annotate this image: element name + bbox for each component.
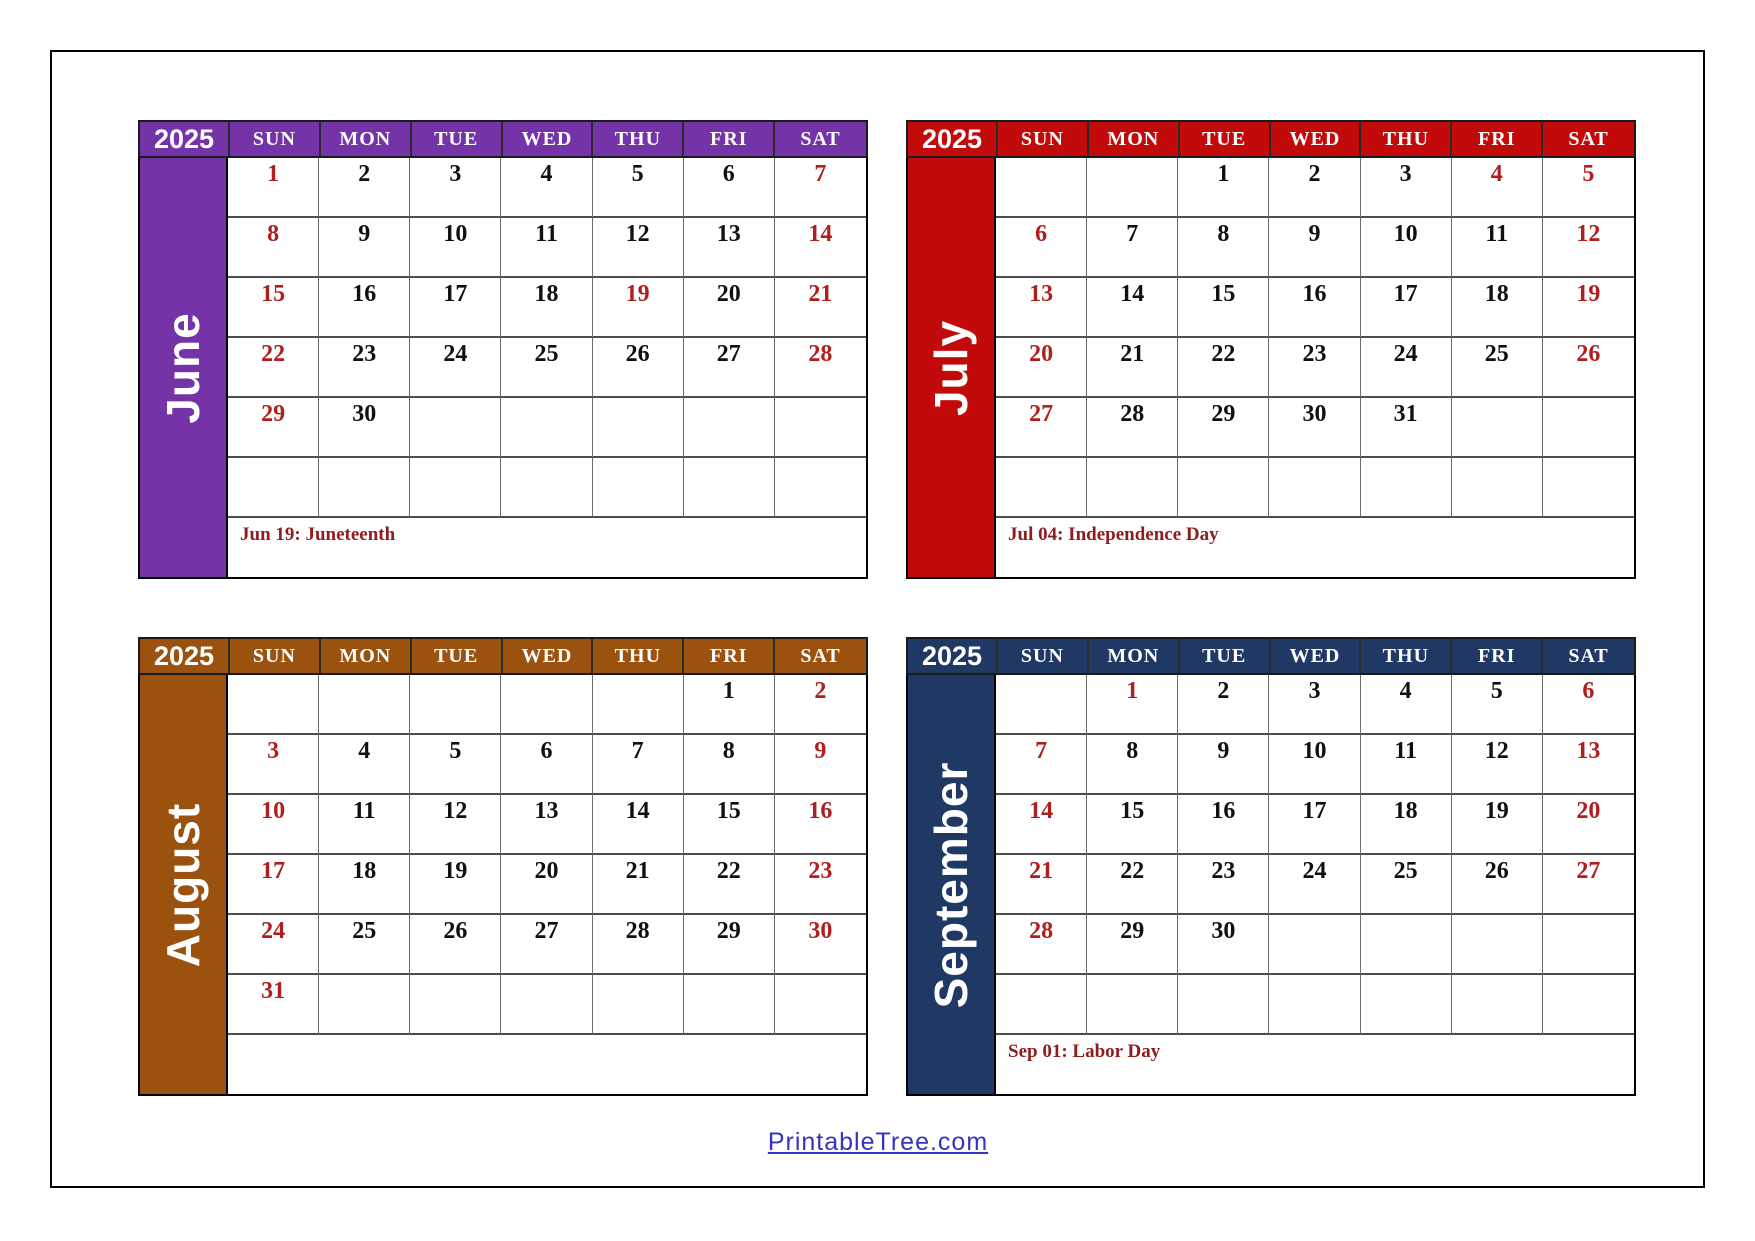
- date-cell-august-18: 18: [319, 855, 410, 915]
- day-header-thu: THU: [1361, 122, 1452, 156]
- day-header-sun: SUN: [230, 639, 321, 673]
- date-cell-september-13: 13: [1543, 735, 1634, 795]
- date-cell-empty: [1361, 458, 1452, 518]
- date-cell-june-28: 28: [775, 338, 866, 398]
- day-header-tue: TUE: [1180, 122, 1271, 156]
- date-cell-empty: [1452, 915, 1543, 975]
- holiday-note: [228, 1035, 866, 1094]
- date-cell-august-20: 20: [501, 855, 592, 915]
- date-cell-july-7: 7: [1087, 218, 1178, 278]
- date-cell-august-21: 21: [593, 855, 684, 915]
- footer-link[interactable]: PrintableTree.com: [767, 1128, 989, 1156]
- date-cell-august-19: 19: [410, 855, 501, 915]
- day-header-tue: TUE: [412, 122, 503, 156]
- date-cell-july-9: 9: [1269, 218, 1360, 278]
- date-cell-september-7: 7: [996, 735, 1087, 795]
- date-cell-august-5: 5: [410, 735, 501, 795]
- date-cell-empty: [593, 675, 684, 735]
- date-cell-september-16: 16: [1178, 795, 1269, 855]
- date-cell-june-23: 23: [319, 338, 410, 398]
- date-cell-september-22: 22: [1087, 855, 1178, 915]
- calendar-grid-area: [228, 158, 866, 577]
- date-cell-august-17: 17: [228, 855, 319, 915]
- date-cell-june-11: 11: [501, 218, 592, 278]
- year-label: 2025: [140, 639, 230, 673]
- day-header-thu: THU: [593, 639, 684, 673]
- date-cell-july-1: 1: [1178, 158, 1269, 218]
- date-cell-august-6: 6: [501, 735, 592, 795]
- day-header-thu: THU: [593, 122, 684, 156]
- day-header-sat: SAT: [1543, 639, 1634, 673]
- date-cell-august-14: 14: [593, 795, 684, 855]
- day-header-sun: SUN: [998, 639, 1089, 673]
- date-cell-empty: [1087, 975, 1178, 1035]
- date-cell-july-20: 20: [996, 338, 1087, 398]
- day-header-mon: MON: [1089, 122, 1180, 156]
- date-cell-june-6: 6: [684, 158, 775, 218]
- day-header-wed: WED: [1271, 639, 1362, 673]
- date-cell-july-2: 2: [1269, 158, 1360, 218]
- month-name-label: June: [157, 311, 209, 424]
- date-cell-empty: [1361, 975, 1452, 1035]
- date-cell-empty: [1269, 975, 1360, 1035]
- day-header-wed: WED: [1271, 122, 1362, 156]
- date-cell-july-12: 12: [1543, 218, 1634, 278]
- date-cell-empty: [1361, 915, 1452, 975]
- date-cell-empty: [501, 458, 592, 518]
- date-cell-august-1: 1: [684, 675, 775, 735]
- date-cell-july-24: 24: [1361, 338, 1452, 398]
- date-cell-june-18: 18: [501, 278, 592, 338]
- date-cell-june-27: 27: [684, 338, 775, 398]
- day-header-fri: FRI: [684, 639, 775, 673]
- date-cell-september-14: 14: [996, 795, 1087, 855]
- date-cell-july-18: 18: [1452, 278, 1543, 338]
- date-cell-july-5: 5: [1543, 158, 1634, 218]
- date-cell-empty: [501, 975, 592, 1035]
- date-cell-empty: [319, 975, 410, 1035]
- date-cell-july-6: 6: [996, 218, 1087, 278]
- day-header-sat: SAT: [775, 122, 866, 156]
- date-cell-june-19: 19: [593, 278, 684, 338]
- date-cell-empty: [1543, 915, 1634, 975]
- day-header-fri: FRI: [1452, 639, 1543, 673]
- day-header-sun: SUN: [230, 122, 321, 156]
- date-cell-empty: [775, 975, 866, 1035]
- date-cell-empty: [410, 675, 501, 735]
- calendar-header: [138, 637, 868, 675]
- calendar-grid-area: [996, 675, 1634, 1094]
- date-grid: [228, 158, 866, 518]
- date-cell-september-21: 21: [996, 855, 1087, 915]
- day-header-tue: TUE: [412, 639, 503, 673]
- date-cell-empty: [1269, 458, 1360, 518]
- date-cell-september-9: 9: [1178, 735, 1269, 795]
- calendar-body: [906, 158, 1636, 579]
- date-cell-june-30: 30: [319, 398, 410, 458]
- date-cell-july-14: 14: [1087, 278, 1178, 338]
- date-cell-august-15: 15: [684, 795, 775, 855]
- date-cell-empty: [1087, 458, 1178, 518]
- date-cell-august-23: 23: [775, 855, 866, 915]
- date-cell-july-15: 15: [1178, 278, 1269, 338]
- date-cell-june-9: 9: [319, 218, 410, 278]
- date-cell-empty: [228, 675, 319, 735]
- date-cell-august-22: 22: [684, 855, 775, 915]
- date-cell-august-8: 8: [684, 735, 775, 795]
- date-cell-august-12: 12: [410, 795, 501, 855]
- date-cell-empty: [1452, 398, 1543, 458]
- date-cell-july-31: 31: [1361, 398, 1452, 458]
- date-cell-june-21: 21: [775, 278, 866, 338]
- date-cell-august-26: 26: [410, 915, 501, 975]
- date-cell-empty: [1543, 398, 1634, 458]
- date-cell-july-13: 13: [996, 278, 1087, 338]
- date-cell-september-20: 20: [1543, 795, 1634, 855]
- calendar-body: [906, 675, 1636, 1096]
- date-cell-august-10: 10: [228, 795, 319, 855]
- date-cell-june-12: 12: [593, 218, 684, 278]
- date-cell-july-11: 11: [1452, 218, 1543, 278]
- date-cell-empty: [501, 675, 592, 735]
- date-cell-empty: [996, 975, 1087, 1035]
- month-name-label: August: [157, 802, 209, 967]
- date-cell-july-22: 22: [1178, 338, 1269, 398]
- date-cell-july-4: 4: [1452, 158, 1543, 218]
- date-cell-august-13: 13: [501, 795, 592, 855]
- month-sidebar: [140, 675, 228, 1094]
- date-cell-august-9: 9: [775, 735, 866, 795]
- date-cell-august-29: 29: [684, 915, 775, 975]
- day-header-mon: MON: [321, 122, 412, 156]
- calendar-grid-area: [228, 675, 866, 1094]
- day-header-sat: SAT: [1543, 122, 1634, 156]
- date-cell-september-1: 1: [1087, 675, 1178, 735]
- date-cell-empty: [319, 458, 410, 518]
- day-header-sun: SUN: [998, 122, 1089, 156]
- date-cell-september-17: 17: [1269, 795, 1360, 855]
- date-cell-july-8: 8: [1178, 218, 1269, 278]
- date-grid: [996, 675, 1634, 1035]
- date-cell-june-29: 29: [228, 398, 319, 458]
- date-cell-september-4: 4: [1361, 675, 1452, 735]
- day-header-mon: MON: [321, 639, 412, 673]
- date-cell-june-3: 3: [410, 158, 501, 218]
- year-label: 2025: [908, 122, 998, 156]
- day-header-mon: MON: [1089, 639, 1180, 673]
- date-cell-july-3: 3: [1361, 158, 1452, 218]
- date-cell-empty: [775, 458, 866, 518]
- date-cell-june-20: 20: [684, 278, 775, 338]
- date-cell-empty: [684, 458, 775, 518]
- date-cell-empty: [1452, 458, 1543, 518]
- date-cell-august-25: 25: [319, 915, 410, 975]
- date-cell-june-2: 2: [319, 158, 410, 218]
- calendar-july: [906, 120, 1636, 579]
- month-sidebar: [908, 158, 996, 577]
- date-cell-august-28: 28: [593, 915, 684, 975]
- date-cell-september-29: 29: [1087, 915, 1178, 975]
- date-cell-june-7: 7: [775, 158, 866, 218]
- date-cell-june-25: 25: [501, 338, 592, 398]
- month-sidebar: [140, 158, 228, 577]
- calendar-grid-area: [996, 158, 1634, 577]
- date-cell-september-2: 2: [1178, 675, 1269, 735]
- day-header-fri: FRI: [1452, 122, 1543, 156]
- date-cell-empty: [1269, 915, 1360, 975]
- date-cell-july-30: 30: [1269, 398, 1360, 458]
- date-cell-july-10: 10: [1361, 218, 1452, 278]
- holiday-note: Jul 04: Independence Day: [1008, 524, 1219, 545]
- month-name-label: September: [925, 761, 977, 1008]
- date-cell-june-14: 14: [775, 218, 866, 278]
- date-cell-august-3: 3: [228, 735, 319, 795]
- year-label: 2025: [140, 122, 230, 156]
- date-cell-june-13: 13: [684, 218, 775, 278]
- calendar-body: [138, 675, 868, 1096]
- date-cell-empty: [1087, 158, 1178, 218]
- holiday-note: Jun 19: Juneteenth: [240, 524, 396, 545]
- date-cell-empty: [410, 975, 501, 1035]
- date-cell-july-21: 21: [1087, 338, 1178, 398]
- date-cell-empty: [1543, 975, 1634, 1035]
- date-cell-empty: [996, 158, 1087, 218]
- date-cell-empty: [1178, 975, 1269, 1035]
- date-cell-september-23: 23: [1178, 855, 1269, 915]
- date-cell-june-15: 15: [228, 278, 319, 338]
- date-cell-june-26: 26: [593, 338, 684, 398]
- date-cell-september-10: 10: [1269, 735, 1360, 795]
- date-cell-september-28: 28: [996, 915, 1087, 975]
- date-cell-july-23: 23: [1269, 338, 1360, 398]
- date-cell-empty: [1178, 458, 1269, 518]
- date-cell-june-1: 1: [228, 158, 319, 218]
- calendar-header: [906, 637, 1636, 675]
- date-cell-empty: [593, 458, 684, 518]
- calendar-body: [138, 158, 868, 579]
- date-cell-empty: [996, 675, 1087, 735]
- date-grid: [228, 675, 866, 1035]
- date-grid: [996, 158, 1634, 518]
- date-cell-empty: [684, 975, 775, 1035]
- date-cell-june-24: 24: [410, 338, 501, 398]
- date-cell-september-18: 18: [1361, 795, 1452, 855]
- date-cell-july-26: 26: [1543, 338, 1634, 398]
- day-header-fri: FRI: [684, 122, 775, 156]
- date-cell-august-31: 31: [228, 975, 319, 1035]
- date-cell-empty: [1543, 458, 1634, 518]
- date-cell-september-12: 12: [1452, 735, 1543, 795]
- calendar-june: [138, 120, 868, 579]
- month-name-label: July: [925, 319, 977, 416]
- date-cell-september-11: 11: [1361, 735, 1452, 795]
- date-cell-empty: [410, 398, 501, 458]
- day-header-thu: THU: [1361, 639, 1452, 673]
- date-cell-july-19: 19: [1543, 278, 1634, 338]
- date-cell-june-16: 16: [319, 278, 410, 338]
- date-cell-august-30: 30: [775, 915, 866, 975]
- date-cell-empty: [228, 458, 319, 518]
- date-cell-july-17: 17: [1361, 278, 1452, 338]
- date-cell-july-28: 28: [1087, 398, 1178, 458]
- year-label: 2025: [908, 639, 998, 673]
- date-cell-june-17: 17: [410, 278, 501, 338]
- date-cell-empty: [593, 398, 684, 458]
- date-cell-august-2: 2: [775, 675, 866, 735]
- date-cell-september-5: 5: [1452, 675, 1543, 735]
- date-cell-july-27: 27: [996, 398, 1087, 458]
- date-cell-september-26: 26: [1452, 855, 1543, 915]
- date-cell-empty: [775, 398, 866, 458]
- date-cell-august-27: 27: [501, 915, 592, 975]
- date-cell-august-24: 24: [228, 915, 319, 975]
- date-cell-july-25: 25: [1452, 338, 1543, 398]
- date-cell-september-24: 24: [1269, 855, 1360, 915]
- date-cell-empty: [1452, 975, 1543, 1035]
- date-cell-june-22: 22: [228, 338, 319, 398]
- calendar-september: [906, 637, 1636, 1096]
- date-cell-september-27: 27: [1543, 855, 1634, 915]
- date-cell-june-5: 5: [593, 158, 684, 218]
- month-sidebar: [908, 675, 996, 1094]
- date-cell-september-19: 19: [1452, 795, 1543, 855]
- calendar-header: [906, 120, 1636, 158]
- date-cell-june-10: 10: [410, 218, 501, 278]
- date-cell-empty: [410, 458, 501, 518]
- date-cell-september-30: 30: [1178, 915, 1269, 975]
- date-cell-june-4: 4: [501, 158, 592, 218]
- date-cell-empty: [593, 975, 684, 1035]
- date-cell-july-16: 16: [1269, 278, 1360, 338]
- day-header-wed: WED: [503, 122, 594, 156]
- date-cell-september-6: 6: [1543, 675, 1634, 735]
- date-cell-august-4: 4: [319, 735, 410, 795]
- day-header-tue: TUE: [1180, 639, 1271, 673]
- date-cell-empty: [501, 398, 592, 458]
- date-cell-empty: [996, 458, 1087, 518]
- calendar-header: [138, 120, 868, 158]
- date-cell-august-11: 11: [319, 795, 410, 855]
- date-cell-september-25: 25: [1361, 855, 1452, 915]
- date-cell-empty: [319, 675, 410, 735]
- date-cell-september-3: 3: [1269, 675, 1360, 735]
- calendar-august: [138, 637, 868, 1096]
- date-cell-july-29: 29: [1178, 398, 1269, 458]
- day-header-wed: WED: [503, 639, 594, 673]
- date-cell-august-16: 16: [775, 795, 866, 855]
- day-header-sat: SAT: [775, 639, 866, 673]
- date-cell-september-8: 8: [1087, 735, 1178, 795]
- date-cell-empty: [684, 398, 775, 458]
- date-cell-september-15: 15: [1087, 795, 1178, 855]
- date-cell-june-8: 8: [228, 218, 319, 278]
- holiday-note: Sep 01: Labor Day: [1008, 1041, 1161, 1062]
- date-cell-august-7: 7: [593, 735, 684, 795]
